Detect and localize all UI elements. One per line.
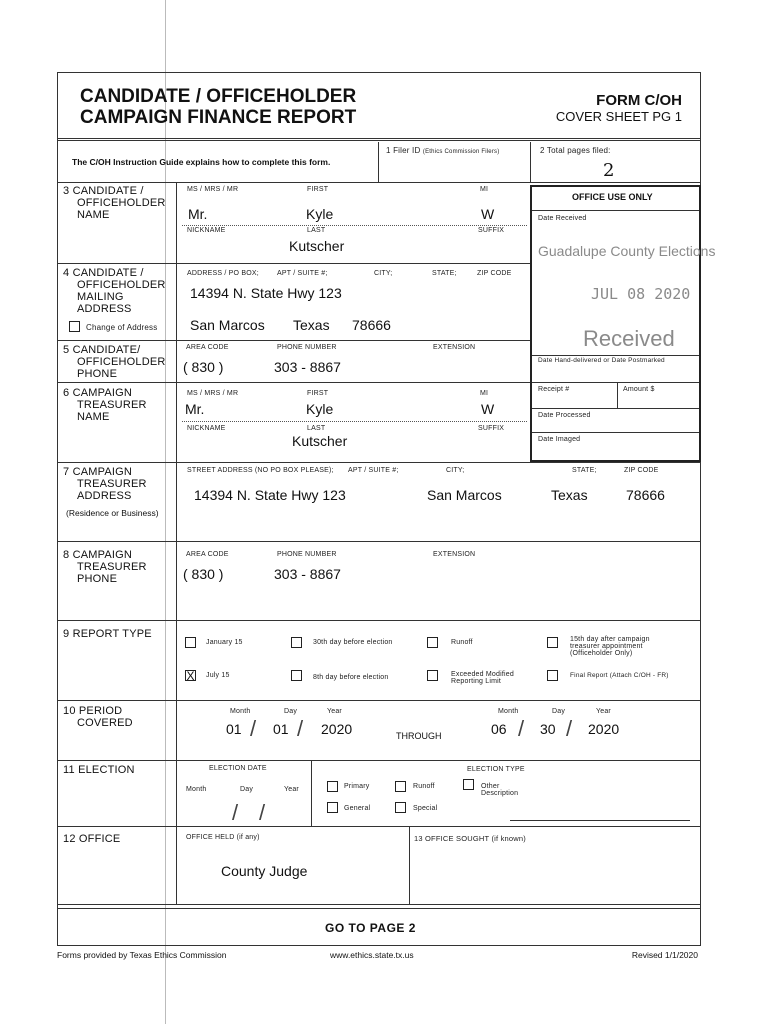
go-to-page-2: GO TO PAGE 2 bbox=[325, 921, 416, 935]
s11-label: 11 ELECTION bbox=[63, 764, 135, 776]
other-checkbox[interactable] bbox=[463, 779, 474, 790]
election-date-label: ELECTION DATE bbox=[209, 765, 267, 772]
date-slash: / bbox=[232, 800, 239, 825]
form-id-line1: FORM C/OH bbox=[596, 92, 682, 109]
divider bbox=[57, 541, 701, 542]
date-slash: / bbox=[250, 716, 257, 741]
s7-label: 7 CAMPAIGN TREASURER ADDRESS bbox=[63, 466, 147, 502]
divider bbox=[57, 340, 530, 341]
30th-day-checkbox[interactable] bbox=[291, 637, 302, 648]
runoff-label: Runoff bbox=[451, 639, 473, 646]
s10-from-day-label: Day bbox=[284, 708, 298, 715]
received-stamp-county: Guadalupe County Elections bbox=[538, 243, 716, 259]
jan15-label: January 15 bbox=[206, 639, 243, 646]
divider bbox=[311, 760, 312, 826]
s4-state-value[interactable]: Texas bbox=[293, 317, 330, 333]
election-type-label: ELECTION TYPE bbox=[467, 766, 525, 773]
s6-prefix-value[interactable]: Mr. bbox=[185, 401, 205, 417]
divider bbox=[378, 142, 379, 182]
s5-area-label: AREA CODE bbox=[186, 344, 229, 351]
election-runoff-checkbox[interactable] bbox=[395, 781, 406, 792]
s10-from-month-label: Month bbox=[230, 708, 251, 715]
8th-day-checkbox[interactable] bbox=[291, 670, 302, 681]
primary-checkbox[interactable] bbox=[327, 781, 338, 792]
s8-phone-value[interactable]: 303 - 8867 bbox=[274, 566, 341, 582]
divider bbox=[57, 700, 701, 701]
s6-first-value[interactable]: Kyle bbox=[306, 401, 334, 417]
s7-apt-label: APT / SUITE #; bbox=[348, 467, 399, 474]
s4-city-value[interactable]: San Marcos bbox=[190, 317, 265, 333]
s10-from-month-value[interactable]: 01 bbox=[226, 721, 242, 737]
instructions-text: The C/OH Instruction Guide explains how to complete this form. bbox=[72, 157, 331, 167]
s6-first-label: FIRST bbox=[307, 390, 329, 397]
jul15-checkbox[interactable] bbox=[185, 670, 196, 681]
divider bbox=[530, 142, 531, 182]
office-held-value[interactable]: County Judge bbox=[221, 863, 308, 879]
s4-zip-value[interactable]: 78666 bbox=[352, 317, 391, 333]
s5-area-value[interactable]: ( 830 ) bbox=[183, 359, 224, 375]
s7-city-label: CITY; bbox=[446, 467, 465, 474]
s5-phone-value[interactable]: 303 - 8867 bbox=[274, 359, 341, 375]
s7-zip-label: ZIP CODE bbox=[624, 467, 659, 474]
s8-area-value[interactable]: ( 830 ) bbox=[183, 566, 224, 582]
s10-to-month-label: Month bbox=[498, 708, 519, 715]
office-use-box bbox=[530, 185, 701, 462]
other-description-label: Other Description bbox=[481, 783, 519, 797]
s3-suffix-label: SUFFIX bbox=[478, 227, 505, 234]
divider bbox=[532, 382, 699, 383]
through-label: THROUGH bbox=[396, 731, 442, 741]
election-day-label: Day bbox=[240, 786, 254, 793]
date-slash: / bbox=[297, 716, 304, 741]
s3-last-value[interactable]: Kutscher bbox=[289, 238, 345, 254]
s10-to-month-value[interactable]: 06 bbox=[491, 721, 507, 737]
s7-state-value[interactable]: Texas bbox=[551, 487, 588, 503]
general-checkbox[interactable] bbox=[327, 802, 338, 813]
s9-label: 9 REPORT TYPE bbox=[63, 628, 152, 640]
total-pages-label: 2 Total pages filed: bbox=[540, 146, 611, 155]
s3-mi-label: MI bbox=[480, 186, 489, 193]
jan15-checkbox[interactable] bbox=[185, 637, 196, 648]
date-slash: / bbox=[566, 716, 573, 741]
form-title-line1: CANDIDATE / OFFICEHOLDER bbox=[80, 86, 357, 107]
primary-label: Primary bbox=[344, 783, 370, 790]
15th-day-label: 15th day after campaign treasurer appointment (Officeholder Only) bbox=[570, 636, 650, 657]
jul15-check-mark: X bbox=[186, 669, 195, 683]
s3-first-value[interactable]: Kyle bbox=[306, 206, 334, 222]
8th-day-label: 8th day before election bbox=[313, 674, 389, 681]
final-report-label: Final Report (Attach C/OH - FR) bbox=[570, 672, 669, 679]
date-slash: / bbox=[259, 800, 266, 825]
divider bbox=[57, 620, 701, 621]
date-imaged-label: Date Imaged bbox=[538, 436, 581, 443]
received-stamp-word: Received bbox=[583, 326, 675, 351]
s5-ext-label: EXTENSION bbox=[433, 344, 476, 351]
divider bbox=[409, 826, 410, 904]
other-description-line bbox=[510, 820, 690, 821]
header-rule bbox=[57, 138, 701, 141]
divider bbox=[57, 382, 530, 383]
s3-nickname-label: NICKNAME bbox=[187, 227, 226, 234]
divider bbox=[532, 355, 699, 356]
footer-provided: Forms provided by Texas Ethics Commission bbox=[57, 950, 227, 960]
divider bbox=[532, 432, 699, 433]
s10-from-day-value[interactable]: 01 bbox=[273, 721, 289, 737]
date-received-label: Date Received bbox=[538, 215, 587, 222]
s6-label: 6 CAMPAIGN TREASURER NAME bbox=[63, 387, 147, 423]
s7-state-label: STATE; bbox=[572, 467, 597, 474]
s3-label: 3 CANDIDATE / OFFICEHOLDER NAME bbox=[63, 185, 166, 221]
30th-day-label: 30th day before election bbox=[313, 639, 393, 646]
s10-to-year-label: Year bbox=[596, 708, 611, 715]
s8-phone-label: PHONE NUMBER bbox=[277, 551, 337, 558]
exceeded-limit-checkbox[interactable] bbox=[427, 670, 438, 681]
election-runoff-label: Runoff bbox=[413, 783, 435, 790]
form-id-line2: COVER SHEET PG 1 bbox=[555, 109, 682, 124]
s6-ms-label: MS / MRS / MR bbox=[187, 390, 239, 397]
s5-phone-label: PHONE NUMBER bbox=[277, 344, 337, 351]
s6-suffix-label: SUFFIX bbox=[478, 425, 505, 432]
divider bbox=[57, 908, 701, 909]
change-of-address-checkbox[interactable] bbox=[69, 321, 80, 332]
15th-day-checkbox[interactable] bbox=[547, 637, 558, 648]
amount-label: Amount $ bbox=[623, 386, 655, 393]
s6-mi-label: MI bbox=[480, 390, 489, 397]
final-report-checkbox[interactable] bbox=[547, 670, 558, 681]
s3-dotted-rule bbox=[182, 225, 527, 226]
date-slash: / bbox=[518, 716, 525, 741]
s7-city-value[interactable]: San Marcos bbox=[427, 487, 502, 503]
s4-address-value[interactable]: 14394 N. State Hwy 123 bbox=[190, 285, 342, 301]
divider bbox=[532, 210, 699, 211]
s6-last-value[interactable]: Kutscher bbox=[292, 433, 348, 449]
special-label: Special bbox=[413, 805, 438, 812]
election-year-label: Year bbox=[284, 786, 299, 793]
s7-residence-note: (Residence or Business) bbox=[66, 508, 159, 518]
divider bbox=[57, 462, 701, 463]
exceeded-limit-label: Exceeded Modified Reporting Limit bbox=[451, 671, 514, 685]
footer-url: www.ethics.state.tx.us bbox=[330, 950, 414, 960]
s4-zip-label: ZIP CODE bbox=[477, 270, 512, 277]
s3-ms-label: MS / MRS / MR bbox=[187, 186, 239, 193]
s8-ext-label: EXTENSION bbox=[433, 551, 476, 558]
s4-apt-label: APT / SUITE #; bbox=[277, 270, 328, 277]
divider bbox=[57, 760, 701, 761]
divider bbox=[532, 408, 699, 409]
s12-label: 12 OFFICE bbox=[63, 833, 121, 845]
s3-last-label: LAST bbox=[307, 227, 326, 234]
change-of-address-label: Change of Address bbox=[86, 323, 158, 332]
s8-area-label: AREA CODE bbox=[186, 551, 229, 558]
receipt-label: Receipt # bbox=[538, 386, 570, 393]
office-held-label: OFFICE HELD (if any) bbox=[186, 834, 260, 841]
s4-state-label: STATE; bbox=[432, 270, 457, 277]
election-month-label: Month bbox=[186, 786, 207, 793]
s3-first-label: FIRST bbox=[307, 186, 329, 193]
special-checkbox[interactable] bbox=[395, 802, 406, 813]
jul15-label: July 15 bbox=[206, 672, 230, 679]
general-label: General bbox=[344, 805, 371, 812]
s10-from-year-label: Year bbox=[327, 708, 342, 715]
runoff-checkbox[interactable] bbox=[427, 637, 438, 648]
s6-nickname-label: NICKNAME bbox=[187, 425, 226, 432]
s3-prefix-value[interactable]: Mr. bbox=[188, 206, 208, 222]
s7-zip-value[interactable]: 78666 bbox=[626, 487, 665, 503]
s7-street-label: STREET ADDRESS (NO PO BOX PLEASE); bbox=[187, 467, 334, 474]
received-stamp-date: JUL 08 2020 bbox=[591, 285, 691, 303]
divider bbox=[57, 263, 530, 264]
label-column-divider bbox=[176, 182, 177, 904]
s3-mi-value[interactable]: W bbox=[481, 206, 495, 222]
s6-mi-value[interactable]: W bbox=[481, 401, 495, 417]
s6-dotted-rule bbox=[182, 421, 527, 422]
filer-id-label: 1 Filer ID (Ethics Commission Filers) bbox=[386, 146, 500, 155]
s4-city-label: CITY; bbox=[374, 270, 393, 277]
s10-to-year-value[interactable]: 2020 bbox=[588, 721, 620, 737]
s5-label: 5 CANDIDATE/ OFFICEHOLDER PHONE bbox=[63, 344, 166, 380]
s4-label: 4 CANDIDATE / OFFICEHOLDER MAILING ADDRESS bbox=[63, 267, 166, 315]
date-hand-delivered-label: Date Hand-delivered or Date Postmarked bbox=[538, 357, 665, 364]
s10-from-year-value[interactable]: 2020 bbox=[321, 721, 353, 737]
s7-street-value[interactable]: 14394 N. State Hwy 123 bbox=[194, 487, 346, 503]
s6-last-label: LAST bbox=[307, 425, 326, 432]
s10-label: 10 PERIOD COVERED bbox=[63, 705, 133, 729]
s10-to-day-value[interactable]: 30 bbox=[540, 721, 556, 737]
date-processed-label: Date Processed bbox=[538, 412, 591, 419]
office-use-title: OFFICE USE ONLY bbox=[572, 192, 653, 202]
divider bbox=[57, 826, 701, 827]
form-title-line2: CAMPAIGN FINANCE REPORT bbox=[80, 107, 357, 128]
office-sought-label: 13 OFFICE SOUGHT (if known) bbox=[414, 834, 526, 843]
divider bbox=[57, 182, 701, 183]
s8-label: 8 CAMPAIGN TREASURER PHONE bbox=[63, 549, 147, 585]
total-pages-value[interactable]: 2 bbox=[603, 160, 615, 181]
divider bbox=[57, 904, 701, 905]
divider bbox=[617, 382, 618, 408]
footer-revised: Revised 1/1/2020 bbox=[631, 950, 698, 960]
s4-address-label: ADDRESS / PO BOX; bbox=[187, 270, 259, 277]
s10-to-day-label: Day bbox=[552, 708, 566, 715]
